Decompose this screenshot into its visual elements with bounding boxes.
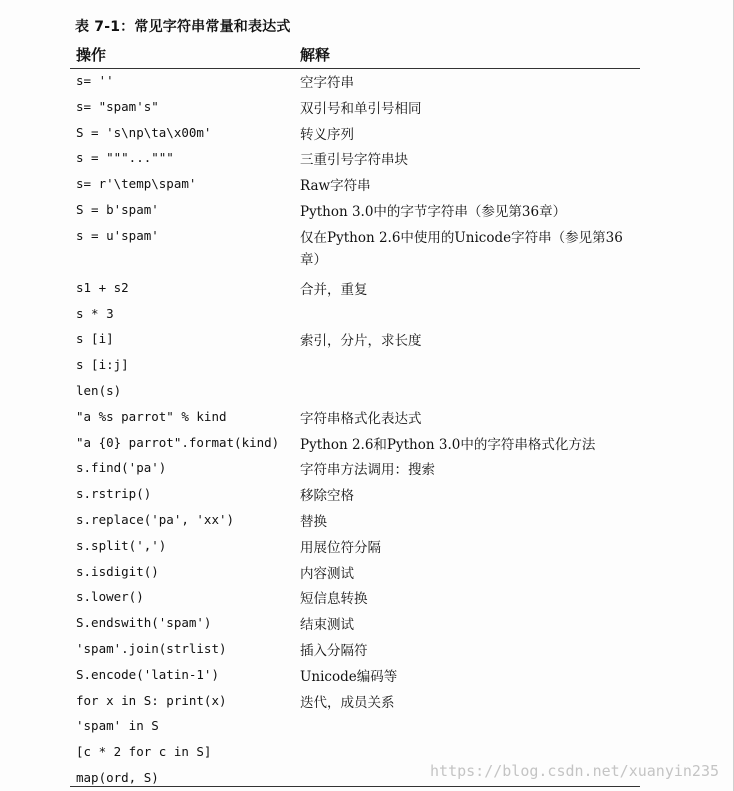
- table-row: [0, 586, 734, 612]
- row-code: s.isdigit(): [76, 563, 159, 579]
- row-code: S.endswith('spam'): [76, 615, 212, 631]
- table-row: [0, 664, 734, 690]
- table-title: 表 7-1：常见字符串常量和表达式: [75, 19, 291, 35]
- row-code: s.split(','): [76, 537, 167, 553]
- row-desc: Python 3.0中的字节字符串（参见第36章）: [300, 203, 567, 220]
- row-code: S = b'spam': [76, 201, 159, 217]
- row-code: len(s): [76, 382, 122, 398]
- row-desc: 迭代，成员关系: [300, 694, 395, 711]
- row-desc: 结束测试: [300, 617, 354, 634]
- row-code: S = 's\np\ta\x00m': [76, 124, 212, 140]
- row-desc: 字符串方法调用：搜索: [300, 462, 435, 479]
- table-body: [0, 70, 734, 791]
- row-code: s [i:j]: [76, 357, 129, 373]
- table-header: [0, 42, 734, 66]
- row-code: s [i]: [76, 331, 114, 347]
- row-desc: 仅在Python 2.6中使用的Unicode字符串（参见第36章）: [300, 229, 623, 268]
- table-row: [0, 406, 734, 432]
- table-row: [0, 96, 734, 122]
- row-code: "a {0} parrot".format(kind): [76, 434, 280, 450]
- row-desc: 用展位符分隔: [300, 539, 381, 556]
- row-desc: 内容测试: [300, 565, 354, 582]
- row-desc: 三重引号字符串块: [300, 152, 408, 169]
- row-code: s.find('pa'): [76, 460, 167, 476]
- row-desc: 插入分隔符: [300, 642, 368, 659]
- row-desc: 移除空格: [300, 488, 354, 505]
- table-row: [0, 354, 734, 380]
- row-code: [c * 2 for c in S]: [76, 744, 212, 760]
- table-row: [0, 173, 734, 199]
- row-code: s= "spam's": [76, 98, 159, 114]
- table-row: [0, 199, 734, 225]
- table-row: [0, 690, 734, 716]
- row-code: 'spam'.join(strlist): [76, 640, 227, 656]
- row-desc: 字符串格式化表达式: [300, 410, 422, 427]
- row-desc: 合并，重复: [300, 281, 368, 298]
- row-code: s= r'\temp\spam': [76, 176, 197, 192]
- row-code: s.lower(): [76, 589, 144, 605]
- row-desc: 空字符串: [300, 75, 354, 91]
- row-desc: 转义序列: [300, 126, 354, 143]
- row-code: S.encode('latin-1'): [76, 666, 219, 682]
- table-row: [0, 432, 734, 458]
- row-code: for x in S: print(x): [76, 692, 227, 708]
- row-code: 'spam' in S: [76, 718, 159, 734]
- table-row: [0, 509, 734, 535]
- watermark: https://blog.csdn.net/xuanyin235: [430, 762, 719, 780]
- row-code: s = """...""": [76, 150, 174, 166]
- row-code: s.rstrip(): [76, 486, 152, 502]
- table-row: [0, 483, 734, 509]
- row-desc: Raw字符串: [300, 178, 371, 195]
- table-row: [0, 277, 734, 303]
- table-row: [0, 328, 734, 354]
- row-code: map(ord, S): [76, 769, 159, 785]
- table-row: [0, 70, 734, 96]
- table-row: [0, 147, 734, 173]
- table-row: [0, 561, 734, 587]
- table-row: [0, 638, 734, 664]
- row-desc: 短信息转换: [300, 591, 368, 608]
- table-row: [0, 380, 734, 406]
- table-row: [0, 715, 734, 741]
- table-row: [0, 122, 734, 148]
- row-code: s = u'spam': [76, 227, 159, 243]
- row-desc: 索引，分片，求长度: [300, 333, 422, 350]
- row-code: s= '': [76, 73, 114, 88]
- row-desc: Python 2.6和Python 3.0中的字符串格式化方法: [300, 436, 596, 453]
- row-code: s * 3: [76, 305, 114, 321]
- row-desc: Unicode编码等: [300, 668, 398, 685]
- table-row: [0, 535, 734, 561]
- row-code: s.replace('pa', 'xx'): [76, 511, 235, 527]
- row-code: "a %s parrot" % kind: [76, 408, 227, 424]
- row-code: s1 + s2: [76, 279, 129, 295]
- row-desc: 双引号和单引号相同: [300, 100, 422, 117]
- table-row: [0, 457, 734, 483]
- table-row: [0, 225, 734, 277]
- header-explanation: 解释: [300, 46, 331, 64]
- row-desc: 替换: [300, 513, 327, 530]
- footer-rule: [70, 786, 640, 787]
- table-row: [0, 303, 734, 329]
- header-rule: [70, 68, 640, 69]
- header-operation: 操作: [76, 46, 107, 64]
- table-row: [0, 612, 734, 638]
